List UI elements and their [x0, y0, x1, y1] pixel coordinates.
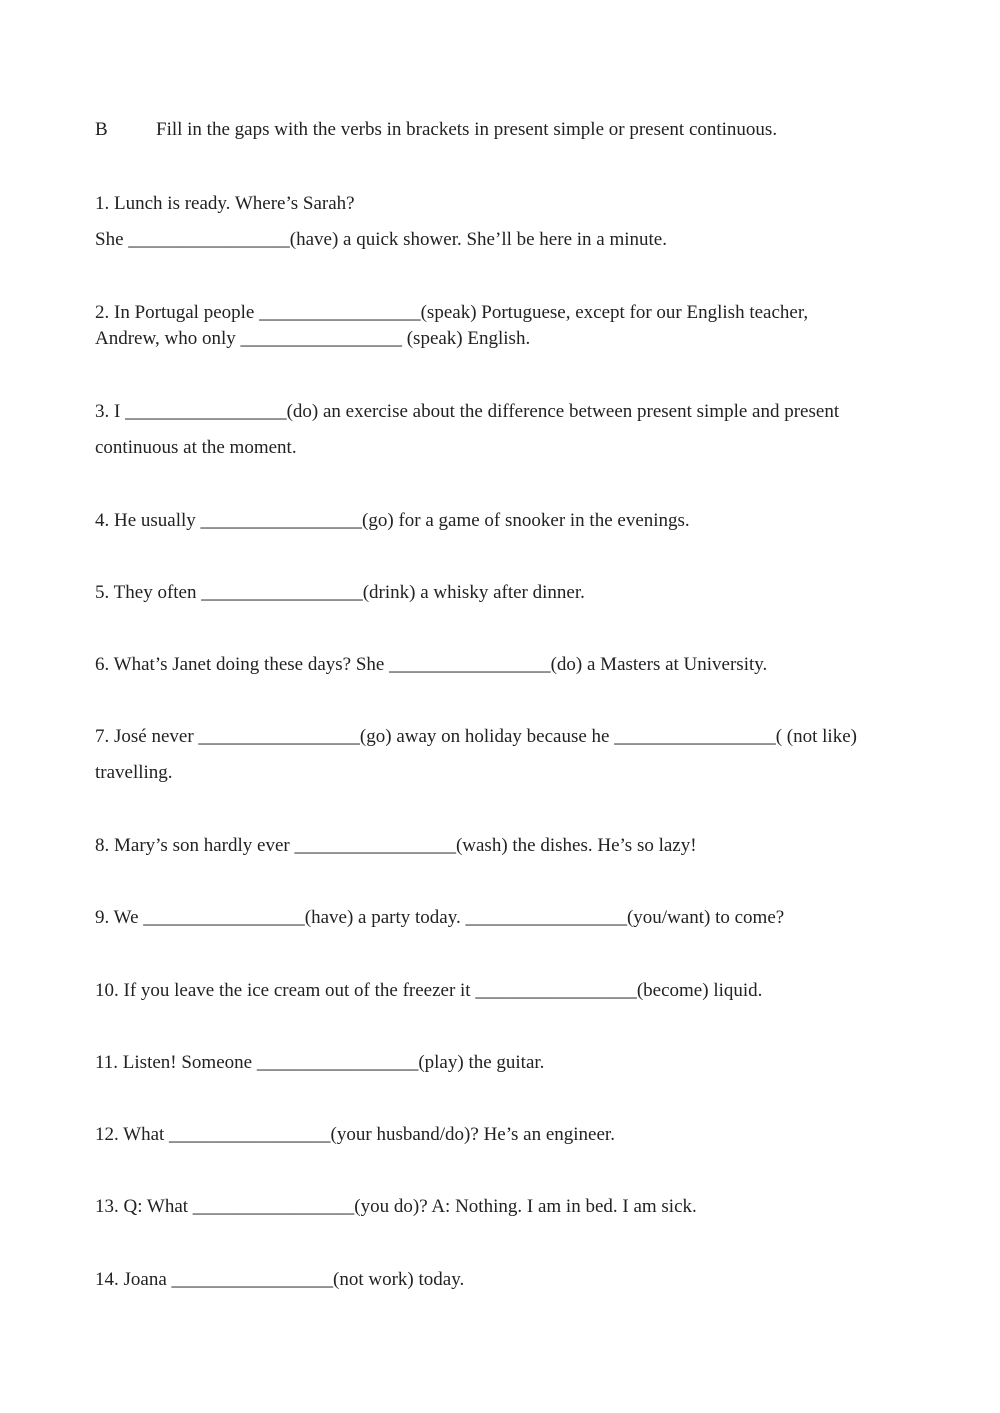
question-12: 12. What _________________(your husband/do)? He’s an engineer.: [95, 1124, 615, 1145]
question-3-line-1: 3. I _________________(do) an exercise about the difference between present simple and present: [95, 401, 840, 422]
question-6: 6. What’s Janet doing these days? She _________________(do) a Masters at University.: [95, 654, 768, 675]
question-1-answer-line: She _________________(have) a quick shower. She’ll be here in a minute.: [95, 229, 667, 250]
exercise-instruction: Fill in the gaps with the verbs in brackets in present simple or present continuous.: [156, 119, 778, 140]
question-14: 14. Joana _________________(not work) today.: [95, 1269, 465, 1290]
question-5: 5. They often _________________(drink) a whisky after dinner.: [95, 582, 585, 603]
question-2-line-1: 2. In Portugal people _________________(speak) Portuguese, except for our English teacher,: [95, 302, 809, 323]
question-3-line-2: continuous at the moment.: [95, 437, 297, 458]
question-9: 9. We _________________(have) a party today. _________________(you/want) to come?: [95, 907, 785, 928]
question-10: 10. If you leave the ice cream out of the freezer it _________________(become) liquid.: [95, 980, 763, 1001]
question-11: 11. Listen! Someone _________________(play) the guitar.: [95, 1052, 545, 1073]
exercise-letter: B: [95, 119, 108, 140]
question-1-prompt: 1. Lunch is ready. Where’s Sarah?: [95, 193, 355, 214]
question-7-line-2: travelling.: [95, 762, 173, 783]
question-8: 8. Mary’s son hardly ever _________________(wash) the dishes. He’s so lazy!: [95, 835, 697, 856]
question-2-line-2: Andrew, who only _________________ (speak) English.: [95, 328, 531, 349]
question-4: 4. He usually _________________(go) for a game of snooker in the evenings.: [95, 510, 690, 531]
question-7-line-1: 7. José never _________________(go) away on holiday because he _________________( (not like): [95, 726, 857, 747]
question-13: 13. Q: What _________________(you do)? A: Nothing. I am in bed. I am sick.: [95, 1196, 697, 1217]
